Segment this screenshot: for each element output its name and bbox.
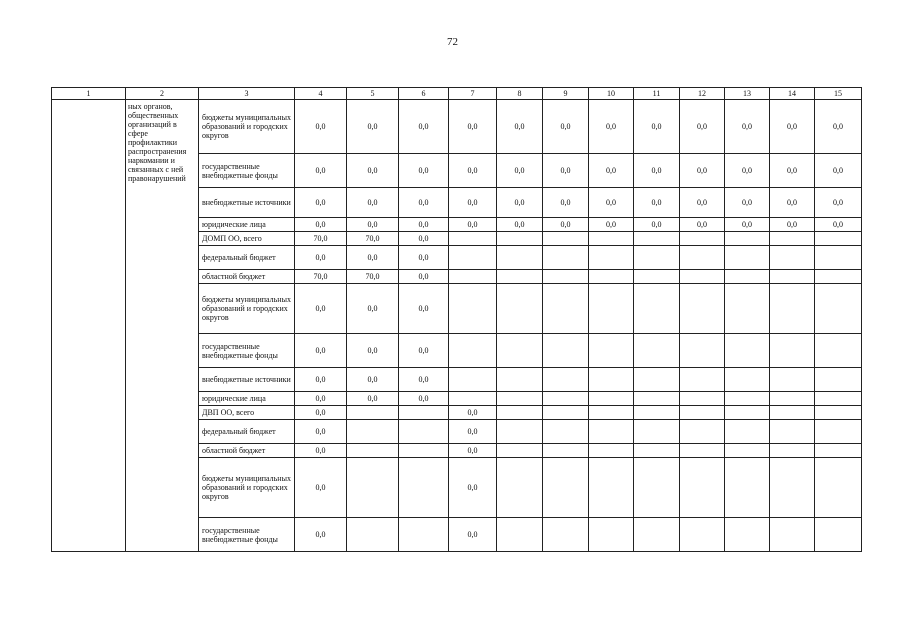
value-cell	[725, 368, 770, 392]
value-cell: 0,0	[347, 392, 399, 406]
value-cell: 0,0	[399, 270, 449, 284]
value-cell	[725, 458, 770, 518]
value-cell: 0,0	[399, 392, 449, 406]
value-cell	[634, 246, 680, 270]
value-cell: 0,0	[815, 188, 862, 218]
value-cell: 0,0	[347, 246, 399, 270]
value-cell: 0,0	[680, 218, 725, 232]
column-number: 8	[497, 88, 543, 100]
program-name-cell: ных органов, общественных организаций в сфере профилактики распространения наркомании и связанных с ней правонарушений	[126, 100, 199, 552]
funding-source-cell: внебюджетные источники	[199, 188, 295, 218]
value-cell	[543, 420, 589, 444]
value-cell	[770, 392, 815, 406]
value-cell: 0,0	[725, 218, 770, 232]
value-cell: 0,0	[634, 100, 680, 154]
value-cell: 0,0	[725, 188, 770, 218]
value-cell	[589, 270, 634, 284]
value-cell: 0,0	[543, 218, 589, 232]
value-cell: 0,0	[449, 518, 497, 552]
value-cell	[725, 518, 770, 552]
value-cell: 0,0	[497, 154, 543, 188]
value-cell: 70,0	[347, 270, 399, 284]
value-cell: 0,0	[680, 188, 725, 218]
value-cell	[815, 270, 862, 284]
column-number: 5	[347, 88, 399, 100]
value-cell: 0,0	[449, 458, 497, 518]
header-row	[52, 88, 862, 100]
value-cell: 0,0	[399, 334, 449, 368]
funding-source-cell: ДВП ОО, всего	[199, 406, 295, 420]
value-cell	[680, 420, 725, 444]
value-cell: 0,0	[399, 246, 449, 270]
value-cell	[634, 420, 680, 444]
value-cell	[399, 444, 449, 458]
value-cell	[589, 406, 634, 420]
value-cell	[634, 284, 680, 334]
value-cell	[543, 232, 589, 246]
value-cell	[543, 518, 589, 552]
value-cell: 0,0	[680, 100, 725, 154]
value-cell: 0,0	[295, 284, 347, 334]
funding-source-cell: областной бюджет	[199, 270, 295, 284]
value-cell	[497, 458, 543, 518]
value-cell: 0,0	[295, 458, 347, 518]
value-cell	[815, 444, 862, 458]
value-cell: 0,0	[589, 154, 634, 188]
column-number: 15	[815, 88, 862, 100]
value-cell: 0,0	[770, 218, 815, 232]
value-cell	[770, 246, 815, 270]
value-cell	[589, 232, 634, 246]
value-cell	[634, 444, 680, 458]
value-cell	[497, 420, 543, 444]
table-row	[52, 100, 862, 154]
value-cell	[347, 444, 399, 458]
value-cell: 0,0	[815, 100, 862, 154]
column-number: 4	[295, 88, 347, 100]
value-cell: 0,0	[543, 154, 589, 188]
value-cell	[770, 270, 815, 284]
value-cell: 70,0	[295, 232, 347, 246]
value-cell: 0,0	[295, 420, 347, 444]
value-cell: 70,0	[347, 232, 399, 246]
value-cell	[543, 270, 589, 284]
value-cell: 0,0	[295, 334, 347, 368]
value-cell: 0,0	[589, 100, 634, 154]
value-cell	[725, 406, 770, 420]
value-cell: 0,0	[449, 420, 497, 444]
value-cell: 0,0	[347, 368, 399, 392]
value-cell: 0,0	[399, 188, 449, 218]
value-cell: 0,0	[770, 188, 815, 218]
value-cell: 0,0	[543, 100, 589, 154]
column-number: 14	[770, 88, 815, 100]
value-cell: 0,0	[399, 154, 449, 188]
value-cell: 0,0	[347, 334, 399, 368]
value-cell	[449, 284, 497, 334]
column-number: 3	[199, 88, 295, 100]
value-cell	[634, 392, 680, 406]
value-cell	[725, 420, 770, 444]
value-cell: 0,0	[770, 100, 815, 154]
value-cell: 0,0	[449, 218, 497, 232]
column-number: 12	[680, 88, 725, 100]
value-cell	[815, 458, 862, 518]
value-cell	[815, 246, 862, 270]
value-cell	[589, 284, 634, 334]
value-cell	[815, 392, 862, 406]
value-cell	[399, 518, 449, 552]
value-cell	[634, 334, 680, 368]
value-cell	[589, 420, 634, 444]
value-cell	[770, 368, 815, 392]
value-cell	[770, 284, 815, 334]
value-cell	[634, 518, 680, 552]
value-cell	[543, 458, 589, 518]
value-cell	[770, 232, 815, 246]
value-cell: 0,0	[589, 188, 634, 218]
value-cell	[589, 458, 634, 518]
value-cell	[449, 392, 497, 406]
value-cell: 0,0	[399, 218, 449, 232]
value-cell	[680, 232, 725, 246]
value-cell	[680, 334, 725, 368]
value-cell	[497, 406, 543, 420]
value-cell	[634, 458, 680, 518]
value-cell	[634, 406, 680, 420]
funding-source-cell: государственные внебюджетные фонды	[199, 154, 295, 188]
value-cell	[680, 392, 725, 406]
value-cell	[399, 420, 449, 444]
value-cell: 0,0	[497, 218, 543, 232]
value-cell	[725, 284, 770, 334]
value-cell	[543, 406, 589, 420]
funding-source-cell: бюджеты муниципальных образований и городских округов	[199, 458, 295, 518]
value-cell: 0,0	[815, 154, 862, 188]
value-cell: 0,0	[399, 284, 449, 334]
value-cell: 0,0	[497, 188, 543, 218]
value-cell	[680, 406, 725, 420]
value-cell: 0,0	[589, 218, 634, 232]
funding-source-cell: федеральный бюджет	[199, 246, 295, 270]
value-cell	[815, 334, 862, 368]
value-cell	[449, 270, 497, 284]
column-number: 6	[399, 88, 449, 100]
value-cell	[589, 444, 634, 458]
value-cell	[770, 518, 815, 552]
value-cell: 0,0	[295, 392, 347, 406]
value-cell: 0,0	[295, 406, 347, 420]
column-number: 10	[589, 88, 634, 100]
value-cell: 0,0	[634, 188, 680, 218]
value-cell	[399, 458, 449, 518]
value-cell	[815, 368, 862, 392]
value-cell	[770, 458, 815, 518]
value-cell: 0,0	[295, 246, 347, 270]
value-cell: 0,0	[295, 154, 347, 188]
value-cell: 0,0	[295, 188, 347, 218]
value-cell	[725, 246, 770, 270]
value-cell: 0,0	[295, 218, 347, 232]
value-cell	[770, 420, 815, 444]
value-cell	[815, 406, 862, 420]
value-cell: 0,0	[815, 218, 862, 232]
funding-source-cell: внебюджетные источники	[199, 368, 295, 392]
value-cell	[770, 406, 815, 420]
value-cell	[815, 284, 862, 334]
value-cell	[815, 518, 862, 552]
value-cell	[589, 392, 634, 406]
value-cell	[589, 368, 634, 392]
value-cell	[497, 368, 543, 392]
value-cell	[497, 392, 543, 406]
value-cell	[497, 270, 543, 284]
column-number: 1	[52, 88, 126, 100]
funding-source-cell: юридические лица	[199, 392, 295, 406]
value-cell: 0,0	[347, 100, 399, 154]
value-cell	[449, 246, 497, 270]
value-cell: 70,0	[295, 270, 347, 284]
column-number: 2	[126, 88, 199, 100]
value-cell: 0,0	[295, 444, 347, 458]
value-cell: 0,0	[347, 154, 399, 188]
value-cell	[634, 232, 680, 246]
value-cell	[347, 518, 399, 552]
value-cell	[680, 368, 725, 392]
value-cell	[497, 444, 543, 458]
value-cell	[449, 232, 497, 246]
empty-cell	[52, 100, 126, 552]
value-cell	[497, 232, 543, 246]
value-cell	[725, 392, 770, 406]
value-cell: 0,0	[770, 154, 815, 188]
value-cell	[725, 444, 770, 458]
column-number: 7	[449, 88, 497, 100]
value-cell	[680, 284, 725, 334]
funding-source-cell: государственные внебюджетные фонды	[199, 334, 295, 368]
value-cell	[770, 334, 815, 368]
value-cell	[449, 368, 497, 392]
value-cell: 0,0	[295, 100, 347, 154]
value-cell	[449, 334, 497, 368]
value-cell	[497, 334, 543, 368]
value-cell: 0,0	[725, 100, 770, 154]
value-cell	[399, 406, 449, 420]
value-cell: 0,0	[347, 218, 399, 232]
value-cell	[589, 518, 634, 552]
value-cell	[347, 458, 399, 518]
value-cell: 0,0	[399, 232, 449, 246]
page-number: 72	[447, 36, 458, 48]
value-cell	[634, 368, 680, 392]
value-cell: 0,0	[399, 368, 449, 392]
funding-source-cell: федеральный бюджет	[199, 420, 295, 444]
column-number: 11	[634, 88, 680, 100]
funding-source-cell: ДОМП ОО, всего	[199, 232, 295, 246]
funding-source-cell: государственные внебюджетные фонды	[199, 518, 295, 552]
value-cell	[347, 420, 399, 444]
value-cell	[815, 420, 862, 444]
value-cell	[497, 246, 543, 270]
value-cell	[634, 270, 680, 284]
value-cell	[680, 444, 725, 458]
value-cell: 0,0	[399, 100, 449, 154]
value-cell	[725, 334, 770, 368]
value-cell	[770, 444, 815, 458]
value-cell: 0,0	[347, 284, 399, 334]
value-cell: 0,0	[634, 218, 680, 232]
value-cell	[543, 246, 589, 270]
funding-source-cell: областной бюджет	[199, 444, 295, 458]
value-cell	[680, 246, 725, 270]
value-cell	[497, 518, 543, 552]
value-cell	[543, 444, 589, 458]
column-number: 13	[725, 88, 770, 100]
budget-table	[51, 87, 862, 552]
value-cell: 0,0	[295, 368, 347, 392]
value-cell	[543, 284, 589, 334]
value-cell: 0,0	[497, 100, 543, 154]
funding-source-cell: юридические лица	[199, 218, 295, 232]
funding-source-cell: бюджеты муниципальных образований и городских округов	[199, 284, 295, 334]
value-cell	[725, 270, 770, 284]
value-cell	[543, 368, 589, 392]
value-cell: 0,0	[295, 518, 347, 552]
value-cell: 0,0	[725, 154, 770, 188]
value-cell	[680, 270, 725, 284]
value-cell	[543, 334, 589, 368]
value-cell: 0,0	[347, 188, 399, 218]
value-cell: 0,0	[449, 100, 497, 154]
value-cell: 0,0	[680, 154, 725, 188]
value-cell	[725, 232, 770, 246]
funding-source-cell: бюджеты муниципальных образований и городских округов	[199, 100, 295, 154]
value-cell: 0,0	[449, 444, 497, 458]
value-cell	[347, 406, 399, 420]
value-cell	[589, 246, 634, 270]
value-cell	[815, 232, 862, 246]
value-cell: 0,0	[543, 188, 589, 218]
value-cell: 0,0	[449, 188, 497, 218]
value-cell: 0,0	[634, 154, 680, 188]
value-cell	[680, 518, 725, 552]
value-cell	[543, 392, 589, 406]
value-cell	[589, 334, 634, 368]
value-cell: 0,0	[449, 154, 497, 188]
value-cell	[680, 458, 725, 518]
value-cell: 0,0	[449, 406, 497, 420]
column-number: 9	[543, 88, 589, 100]
value-cell	[497, 284, 543, 334]
